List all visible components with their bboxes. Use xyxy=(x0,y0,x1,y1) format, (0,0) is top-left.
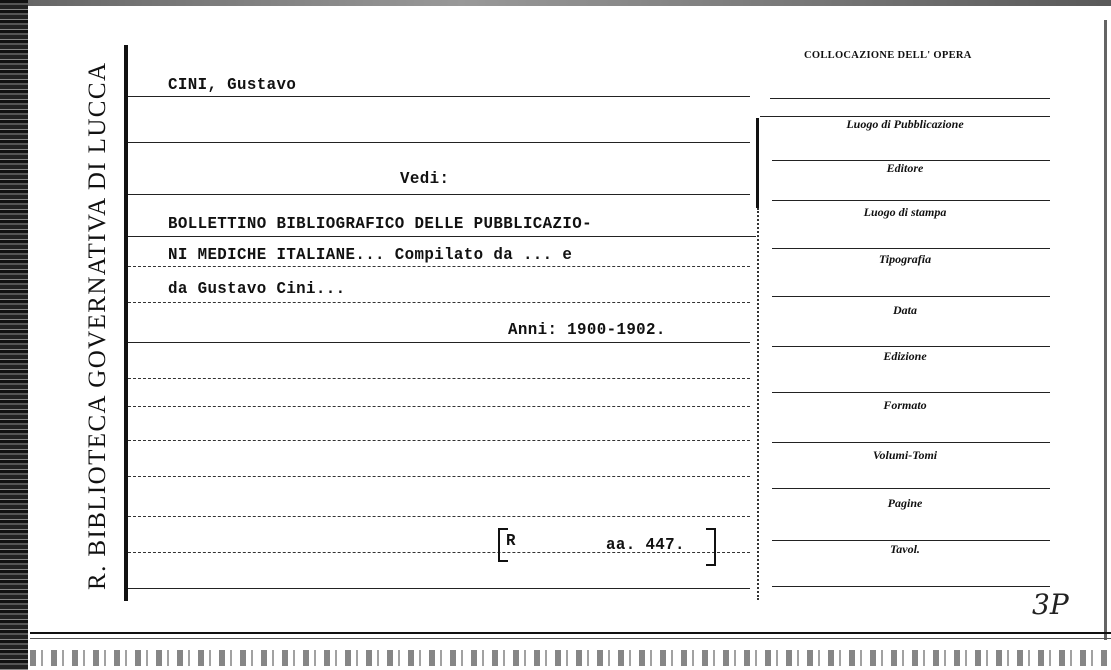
column-divider xyxy=(756,118,759,208)
field-formato: Formato xyxy=(883,398,927,412)
card-bottom-border xyxy=(30,632,1111,639)
field-pagine: Pagine xyxy=(887,496,923,510)
collocation-header: COLLOCAZIONE DELL' OPERA xyxy=(804,50,972,61)
scan-edge-top xyxy=(28,0,1111,6)
field-luogo-pubblicazione: Luogo di Pubblicazione xyxy=(846,117,964,131)
handwritten-note: 3P xyxy=(1032,588,1069,621)
entry-title-line-1: BOLLETTINO BIBLIOGRAFICO DELLE PUBBLICAZIO- xyxy=(168,215,592,234)
shelfmark-prefix: R xyxy=(506,532,516,551)
field-tavole: Tavol. xyxy=(890,542,920,556)
field-editore: Editore xyxy=(886,161,924,175)
field-data: Data xyxy=(893,303,917,317)
scan-edge-bottom xyxy=(30,650,1111,666)
see-reference-label: Vedi: xyxy=(400,170,450,189)
scan-edge-right xyxy=(1104,20,1107,640)
field-luogo-stampa: Luogo di stampa xyxy=(863,205,947,219)
entry-title-line-2: NI MEDICHE ITALIANE... Compilato da ... e xyxy=(168,246,573,265)
author-heading: CINI, Gustavo xyxy=(168,76,297,95)
entry-years: Anni: 1900-1902. xyxy=(508,321,666,340)
field-volumi-tomi: Volumi-Tomi xyxy=(872,448,938,462)
column-divider-dotted xyxy=(757,208,759,600)
field-edizione: Edizione xyxy=(883,349,927,363)
scan-edge-left xyxy=(0,0,28,670)
shelfmark-number: aa. 447. xyxy=(606,536,685,555)
entry-title-line-3: da Gustavo Cini... xyxy=(168,280,346,299)
shelfmark-close-bracket xyxy=(706,528,716,566)
library-name-vertical: R. BIBLIOTECA GOVERNATIVA DI LUCCA xyxy=(84,61,111,590)
field-tipografia: Tipografia xyxy=(878,252,932,266)
left-margin-rule xyxy=(124,45,128,601)
